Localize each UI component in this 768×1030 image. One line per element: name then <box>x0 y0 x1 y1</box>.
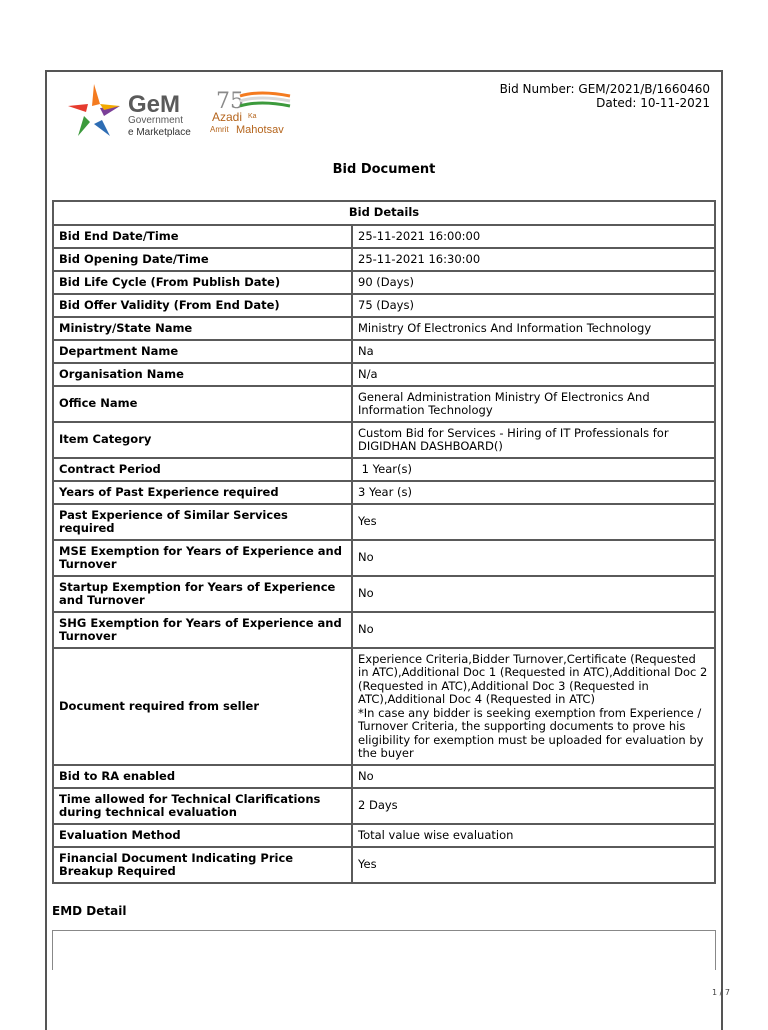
row-value: Yes <box>352 847 715 883</box>
table-row <box>53 504 715 540</box>
row-value: 1 Year(s) <box>352 458 715 481</box>
table-row <box>53 340 715 363</box>
row-label: MSE Exemption for Years of Experience and Turnover <box>53 540 352 576</box>
flag-stripes-icon <box>240 93 290 106</box>
table-row <box>53 612 715 648</box>
row-label: Bid to RA enabled <box>53 765 352 788</box>
azadi-logo <box>210 86 310 136</box>
azadi-line1b: Ka <box>248 113 257 120</box>
row-value: No <box>352 765 715 788</box>
row-label: Document required from seller <box>53 648 352 765</box>
row-label: Bid Life Cycle (From Publish Date) <box>53 271 352 294</box>
table-row <box>53 271 715 294</box>
row-label: Ministry/State Name <box>53 317 352 340</box>
row-value: Ministry Of Electronics And Information Technology <box>352 317 715 340</box>
row-value: Yes <box>352 504 715 540</box>
row-label: Startup Exemption for Years of Experience and Turnover <box>53 576 352 612</box>
table-row <box>53 847 715 883</box>
row-label: Bid Opening Date/Time <box>53 248 352 271</box>
gem-logo <box>64 80 204 144</box>
azadi-number: 75 <box>216 89 244 114</box>
row-value: 25-11-2021 16:00:00 <box>352 225 715 248</box>
row-value: Experience Criteria,Bidder Turnover,Certificate (Requested in ATC),Additional Doc 1 (Requested in ATC),Additional Doc 2 (Requested in ATC),Additional Doc 3 (Requested in ATC),Additional Doc 4 (Requested in ATC) <box>358 651 708 706</box>
row-label: Financial Document Indicating Price Breakup Required <box>53 847 352 883</box>
table-row <box>53 248 715 271</box>
row-label: Evaluation Method <box>53 824 352 847</box>
table-row <box>53 458 715 481</box>
row-value: No <box>352 612 715 648</box>
row-value: General Administration Ministry Of Electronics And Information Technology <box>352 386 715 422</box>
bid-date: Dated: 10-11-2021 <box>596 96 710 110</box>
table-row <box>53 294 715 317</box>
table-row <box>53 788 715 824</box>
azadi-line1: Azadi <box>212 110 243 124</box>
table-row <box>53 422 715 458</box>
row-value: 2 Days <box>352 788 715 824</box>
row-value: Custom Bid for Services - Hiring of IT Professionals for DIGIDHAN DASHBOARD() <box>352 422 715 458</box>
row-value: Total value wise evaluation <box>352 824 715 847</box>
table-header-row <box>53 201 715 225</box>
gem-line1: Government <box>128 115 184 126</box>
gem-brand: GeM <box>128 91 181 118</box>
row-label: Office Name <box>53 386 352 422</box>
row-label: Bid End Date/Time <box>53 225 352 248</box>
row-value: 25-11-2021 16:30:00 <box>352 248 715 271</box>
row-label: Department Name <box>53 340 352 363</box>
row-label: Item Category <box>53 422 352 458</box>
table-row <box>53 317 715 340</box>
row-value: 75 (Days) <box>352 294 715 317</box>
row-label: Contract Period <box>53 458 352 481</box>
row-label: Time allowed for Technical Clarifications during technical evaluation <box>53 788 352 824</box>
row-value: Na <box>352 340 715 363</box>
table-row <box>53 386 715 422</box>
bid-meta <box>500 82 710 110</box>
table-row <box>53 540 715 576</box>
table-row <box>53 765 715 788</box>
azadi-line2b: Mahotsav <box>236 124 284 136</box>
emd-heading: EMD Detail <box>52 904 127 918</box>
azadi-line2a: Amrit <box>210 125 229 134</box>
table-row <box>53 824 715 847</box>
table-row <box>53 363 715 386</box>
row-value-note: *In case any bidder is seeking exemption from Experience / Turnover Criteria, the supporting documents to prove his eligibility for exemption must be uploaded for evaluation by the buyer <box>358 705 704 760</box>
bid-details-table <box>52 200 716 884</box>
row-label: Organisation Name <box>53 363 352 386</box>
page-number: 1 / 7 <box>712 988 730 997</box>
row-label: SHG Exemption for Years of Experience and Turnover <box>53 612 352 648</box>
gem-star-icon <box>68 84 120 136</box>
row-value: No <box>352 540 715 576</box>
row-label: Years of Past Experience required <box>53 481 352 504</box>
row-label: Bid Offer Validity (From End Date) <box>53 294 352 317</box>
row-value-group <box>352 648 715 765</box>
table-heading: Bid Details <box>53 201 715 225</box>
table-row <box>53 225 715 248</box>
row-label: Past Experience of Similar Services required <box>53 504 352 540</box>
row-value: N/a <box>352 363 715 386</box>
table-row <box>53 481 715 504</box>
emd-detail-box <box>52 930 716 970</box>
row-value: 3 Year (s) <box>352 481 715 504</box>
row-value: 90 (Days) <box>352 271 715 294</box>
bid-number: Bid Number: GEM/2021/B/1660460 <box>499 82 710 96</box>
table-row <box>53 576 715 612</box>
gem-line2: e Marketplace <box>128 127 191 138</box>
row-value: No <box>352 576 715 612</box>
table-row <box>53 648 715 765</box>
page-title: Bid Document <box>332 162 436 177</box>
